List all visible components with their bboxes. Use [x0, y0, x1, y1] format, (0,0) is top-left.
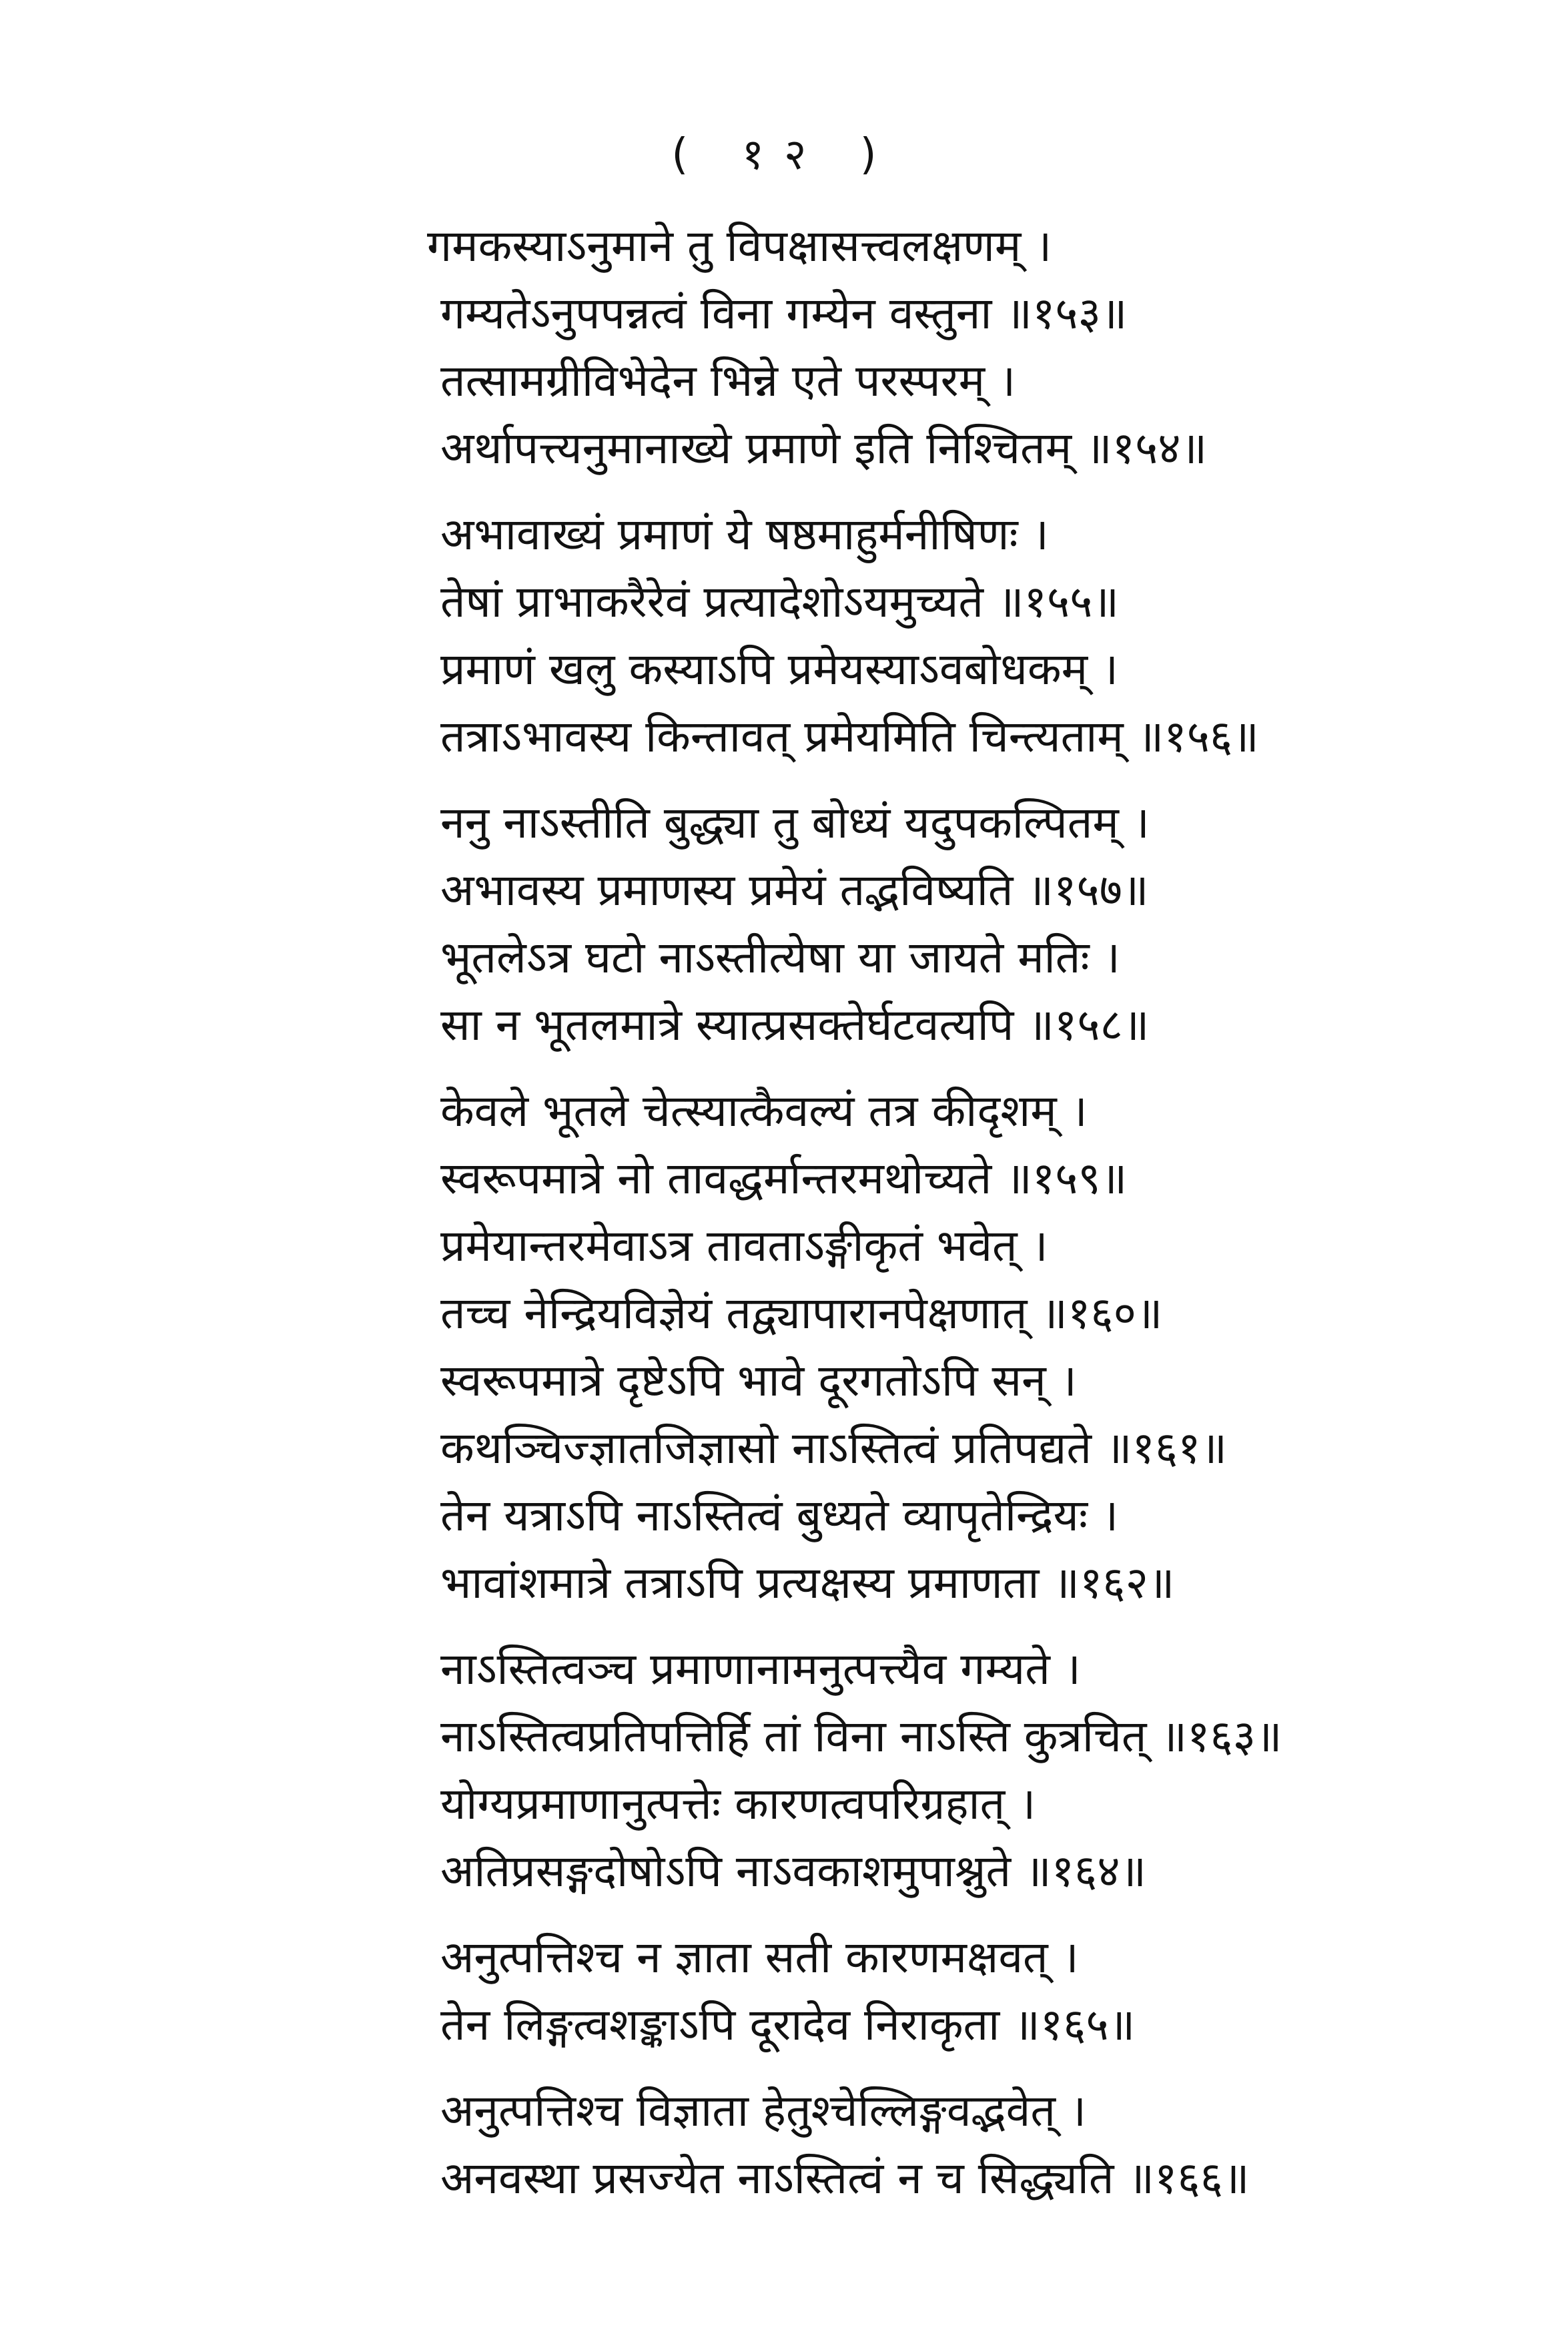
verse-line: गमकस्याऽनुमाने तु विपक्षासत्त्वलक्षणम् ।: [427, 220, 1052, 272]
verse-line: तेन लिङ्गत्वशङ्काऽपि दूरादेव निराकृता ॥१६५॥: [440, 1999, 1136, 2050]
verse-text: [427, 212, 1468, 2231]
verse-group-3: [427, 789, 1468, 1059]
verse-line: ननु नाऽस्तीति बुद्ध्या तु बोध्यं यदुपकल्पितम् ।: [440, 797, 1150, 848]
verse-line: तेषां प्राभाकरैरेवं प्रत्यादेशोऽयमुच्यते ॥१५५॥: [440, 576, 1120, 627]
verse-line: सा न भूतलमात्रे स्यात्प्रसक्तेर्घटवत्यपि ॥१५८॥: [440, 999, 1150, 1051]
verse-group-2: [427, 501, 1468, 770]
verse-line: अर्थापत्त्यनुमानाख्ये प्रमाणे इति निश्चितम् ॥१५४॥: [440, 422, 1208, 474]
verse-line: योग्यप्रमाणानुत्पत्तेः कारणत्वपरिग्रहात् ।: [440, 1778, 1036, 1829]
verse-line: नाऽस्तित्वप्रतिपत्तिर्हि तां विना नाऽस्ति कुत्रचित् ॥१६३॥: [440, 1711, 1282, 1762]
verse-line: कथञ्चिज्ज्ञातजिज्ञासो नाऽस्तित्वं प्रतिपद्यते ॥१६१॥: [440, 1422, 1227, 1474]
page-number: ( १२ ): [671, 130, 897, 180]
verse-line: अनवस्था प्रसज्येत नाऽस्तित्वं न च सिद्ध्यति ॥१६६॥: [440, 2152, 1250, 2204]
verse-group-7: [427, 2077, 1468, 2212]
verse-line: अतिप्रसङ्गदोषोऽपि नाऽवकाशमुपाश्नुते ॥१६४॥: [440, 1845, 1147, 1897]
verse-line: अभावाख्यं प्रमाणं ये षष्ठमाहुर्मनीषिणः ।: [440, 509, 1049, 560]
verse-line: तेन यत्राऽपि नाऽस्तित्वं बुध्यते व्यापृतेन्द्रियः ।: [440, 1490, 1119, 1541]
verse-line: भावांशमात्रे तत्राऽपि प्रत्यक्षस्य प्रमाणता ॥१६२॥: [440, 1557, 1175, 1609]
verse-line: तत्राऽभावस्य किन्तावत् प्रमेयमिति चिन्त्यताम् ॥१५६॥: [440, 711, 1259, 762]
verse-line: अनुत्पत्तिश्च विज्ञाता हेतुश्चेल्लिङ्गवद्भवेत् ।: [440, 2085, 1086, 2136]
verse-line: भूतलेऽत्र घटो नाऽस्तीत्येषा या जायते मतिः ।: [440, 932, 1120, 983]
verse-line: प्रमेयान्तरमेवाऽत्र तावताऽङ्गीकृतं भवेत् ।: [440, 1220, 1048, 1271]
verse-line: अभावस्य प्रमाणस्य प्रमेयं तद्भविष्यति ॥१५७॥: [440, 864, 1149, 916]
verse-line: स्वरूपमात्रे दृष्टेऽपि भावे दूरगतोऽपि सन् ।: [440, 1355, 1077, 1406]
verse-group-4: [427, 1077, 1468, 1617]
verse-group-1: [427, 212, 1468, 482]
verse-line: केवले भूतले चेत्स्यात्कैवल्यं तत्र कीदृशम् ।: [440, 1085, 1088, 1137]
verse-line: गम्यतेऽनुपपन्नत्वं विना गम्येन वस्तुना ॥१५३॥: [440, 288, 1128, 339]
verse-line: स्वरूपमात्रे नो तावद्धर्मान्तरमथोच्यते ॥१५९॥: [440, 1153, 1128, 1204]
verse-line: प्रमाणं खलु कस्याऽपि प्रमेयस्याऽवबोधकम् ।: [440, 643, 1119, 695]
verse-line: नाऽस्तित्वञ्च प्रमाणानामनुत्पत्त्यैव गम्यते ।: [440, 1643, 1081, 1695]
verse-line: तच्च नेन्द्रियविज्ञेयं तद्व्यापारानपेक्षणात् ॥१६०॥: [440, 1287, 1163, 1339]
verse-line: अनुत्पत्तिश्च न ज्ञाता सती कारणमक्षवत् ।: [440, 1932, 1079, 1983]
verse-line: तत्सामग्रीविभेदेन भिन्ने एते परस्परम् ।: [440, 355, 1016, 406]
verse-group-6: [427, 1924, 1468, 2058]
verse-group-5: [427, 1635, 1468, 1905]
